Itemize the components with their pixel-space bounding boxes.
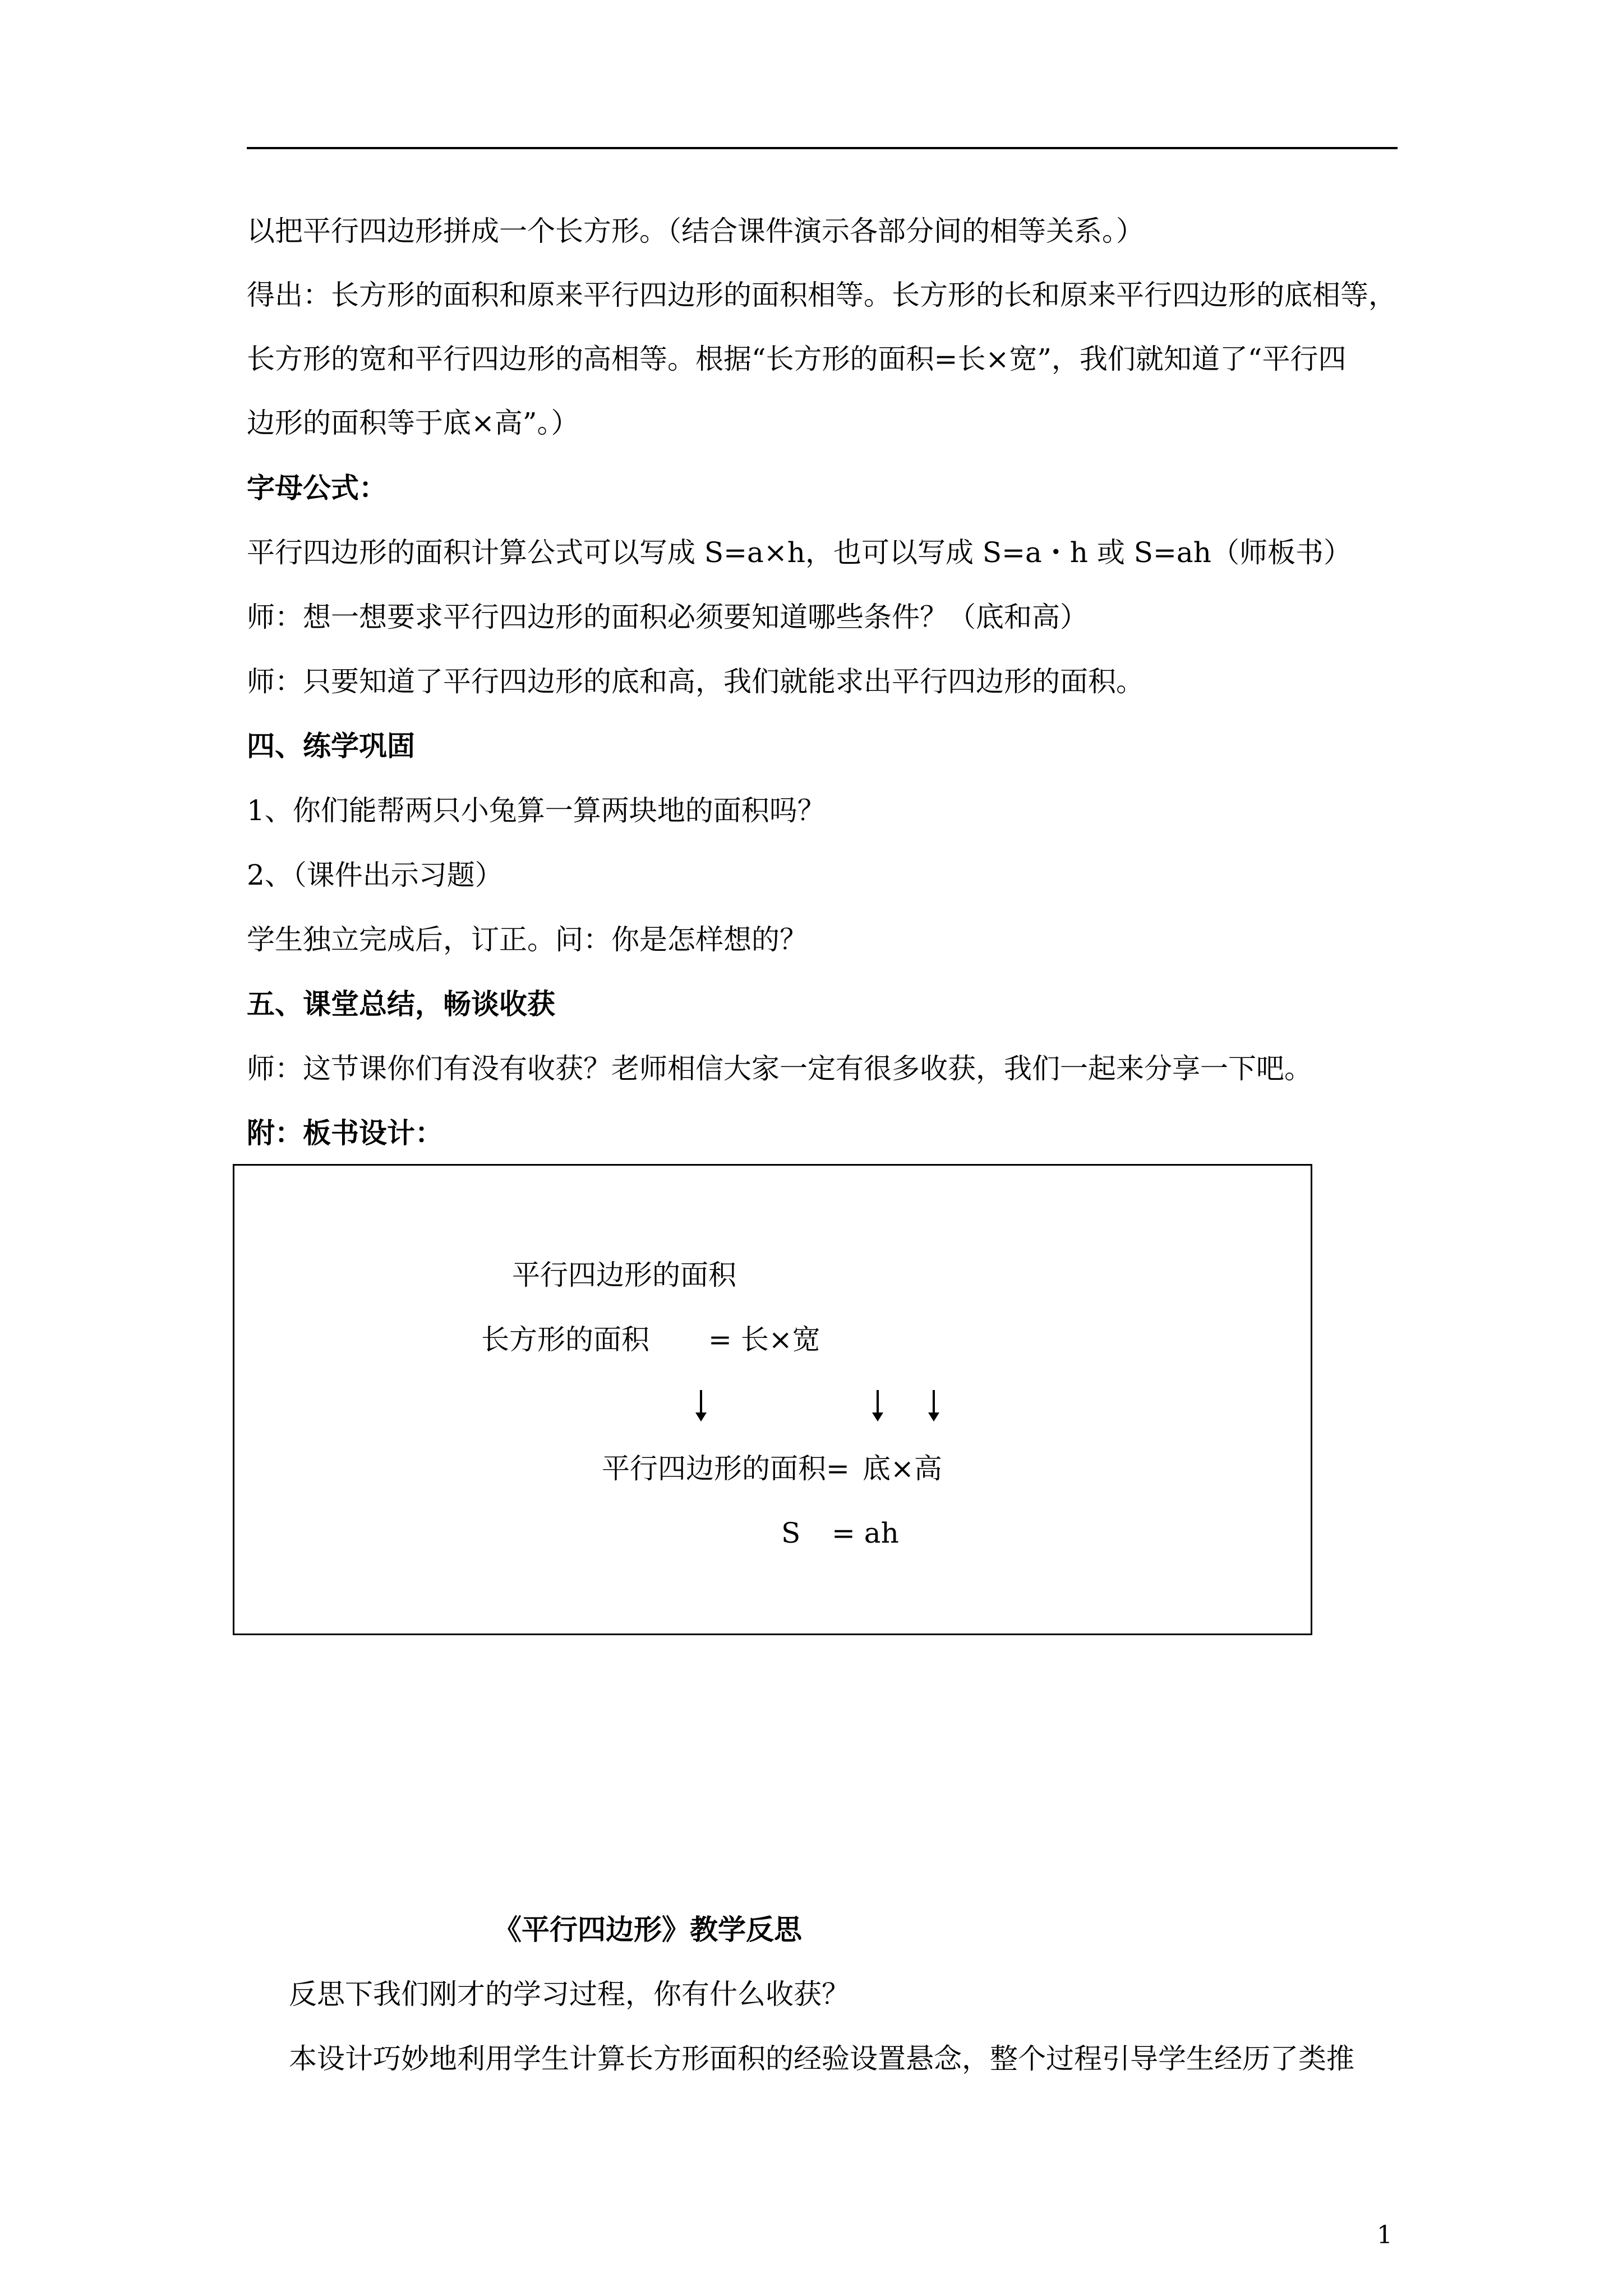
board-rect-right: = 长×宽 — [708, 1323, 820, 1356]
board-title: 平行四边形的面积 — [512, 1259, 736, 1291]
text-line-exercise-3: 学生独立完成后，订正。问：你是怎样想的？ — [247, 923, 808, 956]
text-line-4: 边形的面积等于底×高”。） — [247, 407, 579, 439]
down-arrow-icon — [933, 1390, 935, 1415]
header-rule — [247, 147, 1398, 149]
board-para-left: 平行四边形的面积= — [602, 1452, 850, 1485]
reflection-title: 《平行四边形》教学反思 — [494, 1913, 802, 1946]
reflection-p1: 反思下我们刚才的学习过程，你有什么收获？ — [289, 1978, 850, 2010]
reflection-p2: 本设计巧妙地利用学生计算长方形面积的经验设置悬念，整个过程引导学生经历了类推 — [289, 2042, 1354, 2075]
heading-section-5: 五、课堂总结，畅谈收获 — [247, 987, 555, 1020]
text-line-exercise-1: 1、你们能帮两只小兔算一算两块地的面积吗？ — [247, 794, 826, 827]
heading-section-4: 四、练学巩固 — [247, 729, 415, 762]
text-line-formula: 平行四边形的面积计算公式可以写成 S=a×h，也可以写成 S=a・h 或 S=ah（师板书） — [247, 536, 1352, 569]
text-line-teacher-2: 师：只要知道了平行四边形的底和高，我们就能求出平行四边形的面积。 — [247, 665, 1144, 698]
text-line-2: 得出：长方形的面积和原来平行四边形的面积相等。长方形的长和原来平行四边形的底相等， — [247, 279, 1396, 311]
board-rect-left: 长方形的面积 — [481, 1323, 649, 1356]
down-arrow-icon — [700, 1390, 702, 1415]
text-line-3: 长方形的宽和平行四边形的高相等。根据“长方形的面积=长×宽”，我们就知道了“平行四 — [247, 343, 1347, 375]
board-design-box — [233, 1164, 1312, 1635]
text-line-1: 以把平行四边形拼成一个长方形。（结合课件演示各部分间的相等关系。） — [247, 215, 1144, 247]
board-para-right: 底×高 — [863, 1452, 942, 1485]
heading-board-design: 附：板书设计： — [247, 1116, 443, 1149]
board-formula-eq: = ah — [832, 1517, 899, 1549]
down-arrow-icon — [877, 1390, 879, 1415]
text-line-exercise-2: 2、（课件出示习题） — [247, 859, 503, 891]
board-formula-s: S — [781, 1517, 801, 1549]
text-line-teacher-1: 师：想一想要求平行四边形的面积必须要知道哪些条件？（底和高） — [247, 601, 1088, 633]
text-line-summary: 师：这节课你们有没有收获？老师相信大家一定有很多收获，我们一起来分享一下吧。 — [247, 1052, 1312, 1085]
page-number: 1 — [1377, 2221, 1393, 2249]
heading-letter-formula: 字母公式： — [247, 471, 387, 504]
